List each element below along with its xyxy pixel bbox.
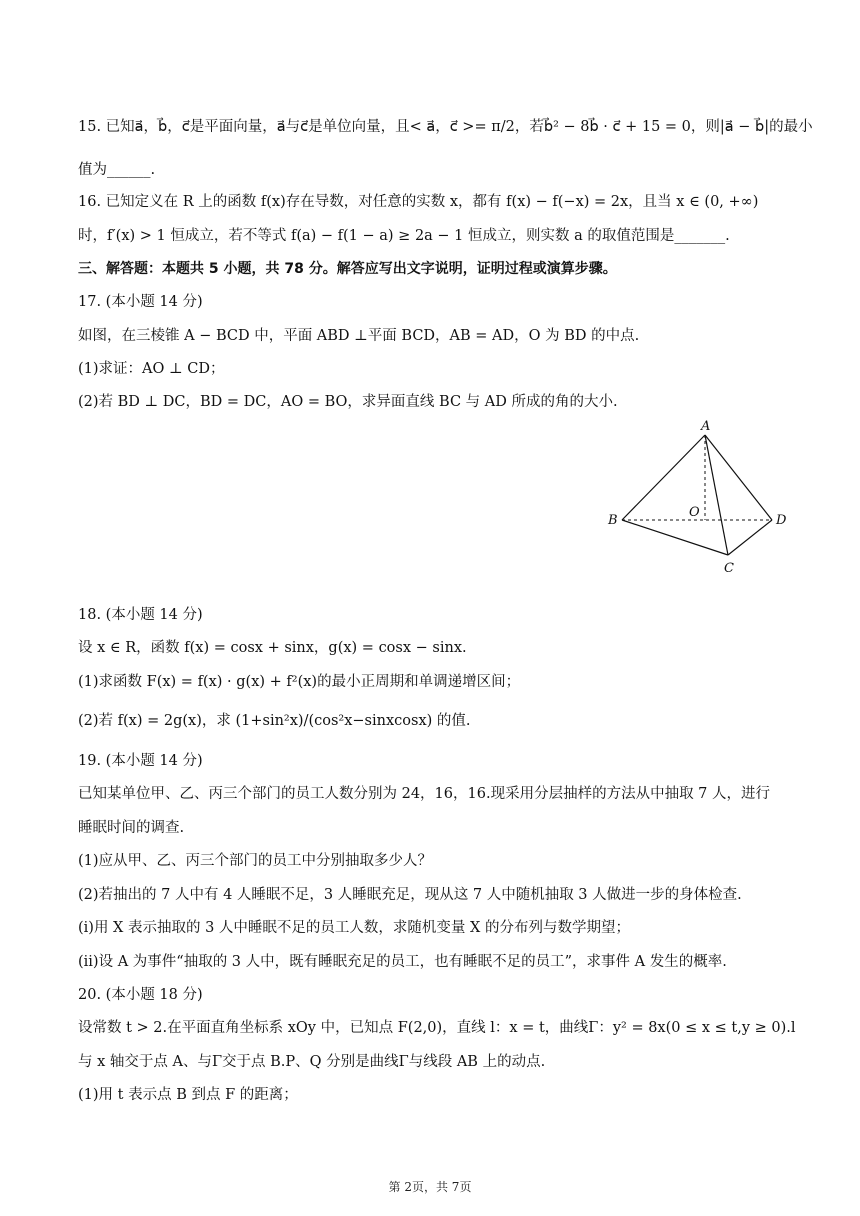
- q18-part-2: (2)若 f(x) = 2g(x)，求 (1+sin²x)/(cos²x−sinxcosx) 的值.: [78, 713, 471, 729]
- label-o: O: [689, 505, 700, 520]
- q15-line-1: 15. 已知a⃗，b⃗，c⃗是平面向量，a⃗与c⃗是单位向量，且< a⃗，c⃗ >= π/2，若b⃗² − 8b⃗ · c⃗ + 15 = 0，则|a⃗ − b⃗|的最小: [78, 119, 813, 135]
- q20-header: 20. (本小题 18 分): [78, 987, 203, 1003]
- edge-ad: [705, 435, 772, 520]
- q15-line-2: 值为______.: [78, 162, 156, 178]
- q18-header: 18. (本小题 14 分): [78, 607, 203, 623]
- q20-stem-2: 与 x 轴交于点 A、与Γ交于点 B.P、Q 分别是曲线Γ与线段 AB 上的动点.: [78, 1054, 546, 1070]
- label-c: C: [724, 561, 734, 575]
- q19-part-2: (2)若抽出的 7 人中有 4 人睡眠不足，3 人睡眠充足，现从这 7 人中随机抽取 3 人做进一步的身体检查.: [78, 887, 742, 903]
- edge-cd: [728, 520, 772, 555]
- q20-part-1: (1)用 t 表示点 B 到点 F 的距离；: [78, 1087, 298, 1103]
- q19-header: 19. (本小题 14 分): [78, 753, 203, 769]
- label-d: D: [776, 513, 787, 528]
- q17-part-1: (1)求证：AO ⊥ CD；: [78, 361, 225, 377]
- q19-stem-2: 睡眠时间的调查.: [78, 820, 185, 836]
- tetrahedron-figure: [600, 415, 800, 575]
- label-b: B: [608, 513, 618, 528]
- q17-header: 17. (本小题 14 分): [78, 294, 203, 310]
- page-footer: 第 2页，共 7页: [388, 1180, 472, 1194]
- section-heading: 三、解答题：本题共 5 小题，共 78 分。解答应写出文字说明，证明过程或演算步骤。: [78, 261, 617, 277]
- q20-stem-1: 设常数 t > 2.在平面直角坐标系 xOy 中，已知点 F(2,0)，直线 l：x = t，曲线Γ：y² = 8x(0 ≤ x ≤ t,y ≥ 0).l: [78, 1020, 796, 1036]
- q19-part-2-i: (i)用 X 表示抽取的 3 人中睡眠不足的员工人数，求随机变量 X 的分布列与数学期望；: [78, 920, 630, 936]
- q19-part-2-ii: (ii)设 A 为事件“抽取的 3 人中，既有睡眠充足的员工，也有睡眠不足的员工”，求事件 A 发生的概率.: [78, 954, 727, 970]
- edge-bc: [622, 520, 728, 555]
- q16-line-2: 时，f′(x) > 1 恒成立，若不等式 f(a) − f(1 − a) ≥ 2a − 1 恒成立，则实数 a 的取值范围是_______.: [78, 228, 730, 244]
- q19-part-1: (1)应从甲、乙、丙三个部门的员工中分别抽取多少人？: [78, 853, 433, 869]
- label-a: A: [701, 419, 711, 434]
- q16-line-1: 16. 已知定义在 R 上的函数 f(x)存在导数，对任意的实数 x，都有 f(x) − f(−x) = 2x，且当 x ∈ (0, +∞): [78, 194, 759, 210]
- q18-stem: 设 x ∈ R，函数 f(x) = cosx + sinx，g(x) = cosx − sinx.: [78, 640, 467, 656]
- q19-stem-1: 已知某单位甲、乙、丙三个部门的员工人数分别为 24，16，16.现采用分层抽样的方法从中抽取 7 人，进行: [78, 786, 771, 802]
- q17-stem: 如图，在三棱锥 A − BCD 中，平面 ABD ⊥平面 BCD，AB = AD，O 为 BD 的中点.: [78, 328, 640, 344]
- edge-ac: [705, 435, 728, 555]
- q17-part-2: (2)若 BD ⊥ DC，BD = DC，AO = BO，求异面直线 BC 与 AD 所成的角的大小.: [78, 394, 618, 410]
- q18-part-1: (1)求函数 F(x) = f(x) · g(x) + f²(x)的最小正周期和单调递增区间；: [78, 674, 521, 690]
